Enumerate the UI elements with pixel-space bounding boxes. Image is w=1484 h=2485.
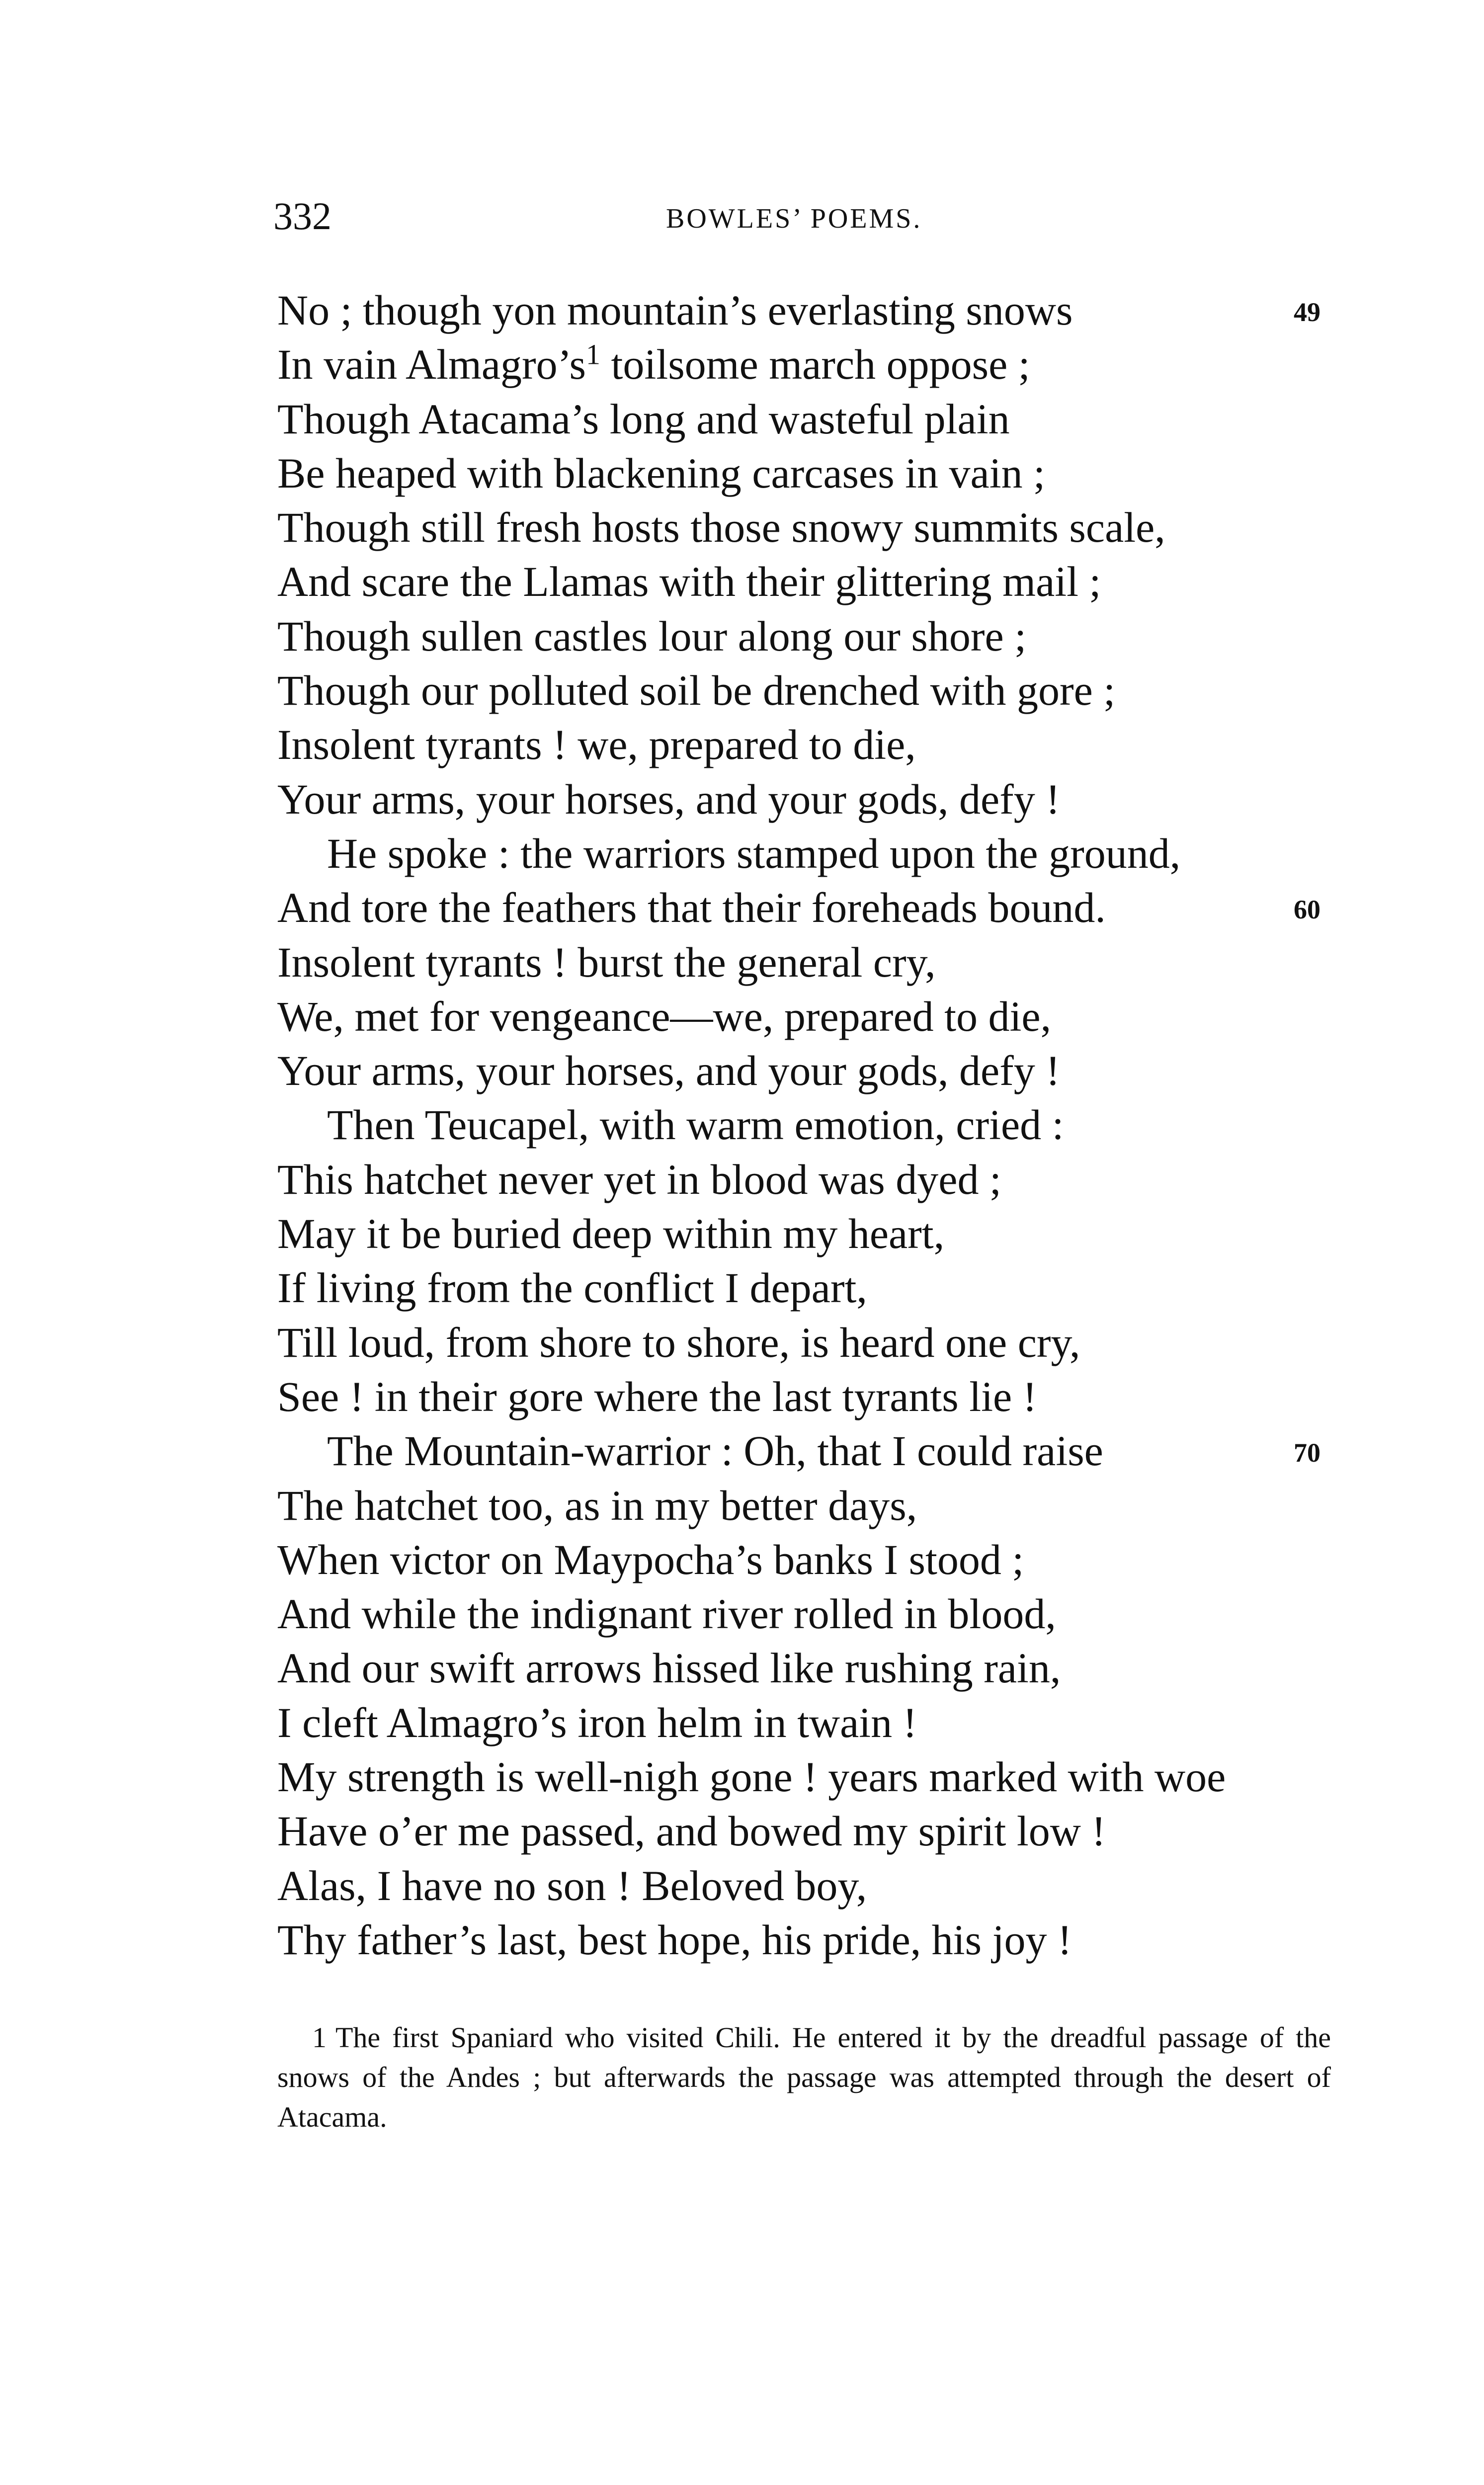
verse-text-segment: The Mountain-warrior : Oh, that I could raise [327, 1427, 1103, 1475]
verse-text [277, 1261, 867, 1315]
verse-line [277, 555, 1371, 609]
verse-text-segment: toilsome march oppose ; [600, 340, 1030, 389]
verse-line [277, 1153, 1371, 1207]
verse-text-segment: And our swift arrows hissed like rushing rain, [277, 1644, 1061, 1692]
verse-text-segment: This hatchet never yet in blood was dyed ; [277, 1155, 1001, 1203]
verse-text [277, 1153, 1001, 1207]
verse-text [277, 1533, 1024, 1587]
line-number: 70 [1294, 1438, 1320, 1468]
verse-line [277, 500, 1371, 555]
footnote-reference: 1 [586, 338, 601, 371]
verse-text-segment: May it be buried deep within my heart, [277, 1210, 945, 1258]
verse-text [277, 1424, 1103, 1478]
verse-text-segment: Though our polluted soil be drenched with gore ; [277, 666, 1116, 715]
footnote [277, 2018, 1331, 2137]
verse-line [277, 1587, 1371, 1641]
verse-text [277, 935, 936, 990]
verse-line [277, 1696, 1371, 1750]
verse-line [277, 1424, 1371, 1478]
verse-text-segment: Your arms, your horses, and your gods, defy ! [277, 1047, 1060, 1095]
verse-text [277, 718, 916, 772]
verse-line [277, 609, 1371, 663]
verse-line [277, 1804, 1371, 1858]
verse-text-segment: Alas, I have no son ! Beloved boy, [277, 1861, 867, 1909]
verse-text [277, 609, 1026, 663]
verse-text [277, 1370, 1037, 1424]
verse-line [277, 1533, 1371, 1587]
verse-line [277, 1370, 1371, 1424]
verse-line [277, 1641, 1371, 1695]
line-number: 60 [1294, 895, 1320, 925]
verse-text-segment: My strength is well-nigh gone ! years marked with woe [277, 1753, 1226, 1801]
verse-line [277, 283, 1371, 337]
poem-text [277, 283, 1371, 1967]
verse-text [277, 1859, 867, 1913]
verse-line [277, 337, 1371, 392]
verse-text [277, 500, 1165, 555]
verse-text [277, 1913, 1072, 1967]
verse-line [277, 1859, 1371, 1913]
verse-text [277, 772, 1060, 827]
verse-line [277, 1098, 1371, 1152]
verse-text-segment: Have o’er me passed, and bowed my spirit low ! [277, 1807, 1106, 1855]
verse-text-segment: And tore the feathers that their foreheads bound. [277, 884, 1106, 932]
verse-line [277, 663, 1371, 718]
verse-text [277, 1098, 1064, 1152]
verse-line [277, 1207, 1371, 1261]
verse-line [277, 718, 1371, 772]
verse-text [277, 1044, 1060, 1098]
verse-line [277, 881, 1371, 935]
verse-text-segment: When victor on Maypocha’s banks I stood ; [277, 1535, 1024, 1583]
line-number: 49 [1294, 297, 1320, 327]
verse-text-segment: Thy father’s last, best hope, his pride, his joy ! [277, 1915, 1072, 1964]
verse-text-segment: See ! in their gore where the last tyrants lie ! [277, 1372, 1037, 1420]
verse-text-segment: And scare the Llamas with their glittering mail ; [277, 558, 1101, 606]
verse-text-segment: Then Teucapel, with warm emotion, cried : [327, 1101, 1064, 1149]
verse-line [277, 1913, 1371, 1967]
verse-text-segment: Till loud, from shore to shore, is heard one cry, [277, 1318, 1080, 1366]
footnote-text: The first Spaniard who visited Chili. He entered it by the dreadful passage of the snows of the Andes ; but afterwards the passage was attempted through the desert of Atacama. [277, 2021, 1331, 2133]
verse-line [277, 1479, 1371, 1533]
verse-line [277, 1750, 1371, 1804]
verse-text-segment: Insolent tyrants ! we, prepared to die, [277, 721, 916, 769]
page-number: 332 [273, 194, 331, 238]
running-title: BOWLES’ POEMS. [666, 203, 922, 234]
verse-text-segment: Your arms, your horses, and your gods, defy ! [277, 775, 1060, 823]
verse-text [277, 1587, 1056, 1641]
verse-line [277, 827, 1371, 881]
verse-text [277, 392, 1010, 446]
verse-text [277, 1479, 917, 1533]
verse-text [277, 881, 1106, 935]
verse-line [277, 1316, 1371, 1370]
verse-text [277, 1804, 1106, 1858]
verse-text-segment: Be heaped with blackening carcases in vain ; [277, 449, 1046, 497]
verse-line [277, 935, 1371, 990]
verse-text-segment: No ; though yon mountain’s everlasting snows [277, 286, 1073, 334]
verse-text [277, 446, 1045, 500]
running-head [273, 191, 1218, 246]
verse-text-segment: Insolent tyrants ! burst the general cry, [277, 938, 936, 986]
verse-line [277, 392, 1371, 446]
verse-text-segment: If living from the conflict I depart, [277, 1264, 867, 1312]
verse-line [277, 772, 1371, 827]
verse-text-segment: The hatchet too, as in my better days, [277, 1481, 917, 1529]
verse-text [277, 990, 1051, 1044]
verse-text-segment: In vain Almagro’s [277, 340, 586, 389]
verse-text-segment: We, met for vengeance—we, prepared to die, [277, 992, 1052, 1040]
footnote-mark: 1 [312, 2021, 327, 2054]
verse-text-segment: He spoke : the warriors stamped upon the ground, [327, 829, 1181, 877]
verse-text [277, 1696, 917, 1750]
verse-text-segment: I cleft Almagro’s iron helm in twain ! [277, 1698, 917, 1746]
verse-text [277, 663, 1115, 718]
verse-text [277, 555, 1101, 609]
verse-text-segment: And while the indignant river rolled in blood, [277, 1590, 1056, 1638]
verse-line [277, 1261, 1371, 1315]
verse-line [277, 990, 1371, 1044]
verse-text [277, 1641, 1061, 1695]
verse-text [277, 1316, 1080, 1370]
verse-text-segment: Though sullen castles lour along our shore ; [277, 612, 1027, 660]
verse-text [277, 1207, 944, 1261]
verse-text [277, 1750, 1226, 1804]
verse-line [277, 1044, 1371, 1098]
verse-text-segment: Though Atacama’s long and wasteful plain [277, 395, 1010, 443]
verse-text-segment: Though still fresh hosts those snowy summits scale, [277, 503, 1165, 552]
verse-text [277, 337, 1030, 392]
verse-text [277, 827, 1180, 881]
verse-line [277, 446, 1371, 500]
verse-text [277, 283, 1072, 337]
